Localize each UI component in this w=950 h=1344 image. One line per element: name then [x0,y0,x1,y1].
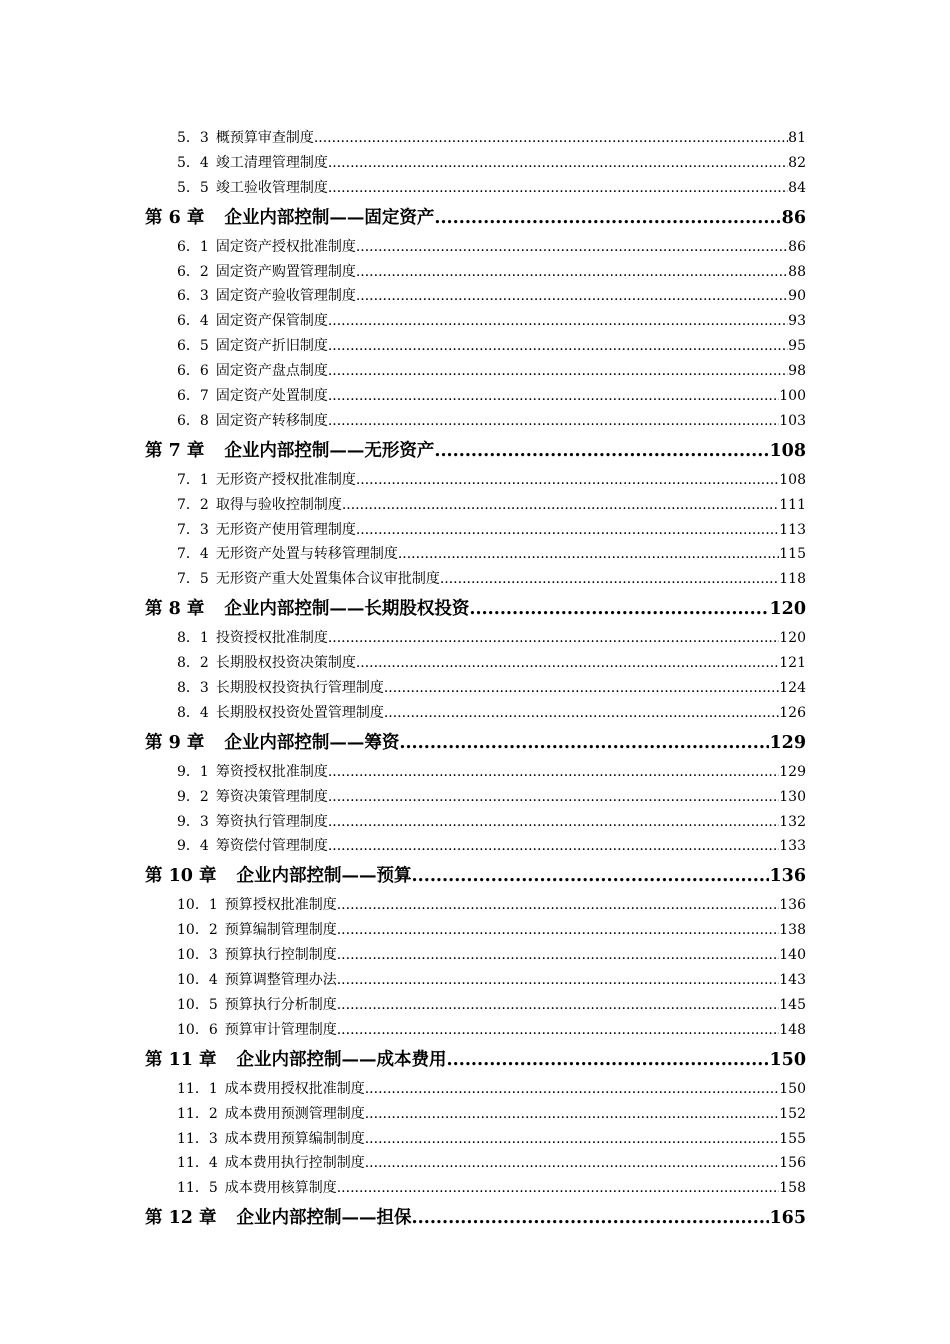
page-number: 103 [779,412,806,429]
page-number: 81 [788,130,806,146]
toc-section-entry[interactable] [145,760,806,785]
dot-leader [328,785,779,810]
toc-section-entry[interactable] [145,810,806,835]
dot-leader [365,1151,780,1176]
toc-section-entry[interactable] [145,1077,806,1102]
dot-leader [328,151,788,176]
page-number: 88 [788,263,806,280]
page-number: 158 [779,1180,806,1197]
dot-leader [356,518,779,543]
page-number: 129 [779,763,806,780]
page-number: 138 [779,922,806,939]
section-title: 筹资偿付管理制度 [215,838,328,855]
section-number: 11．1 [177,1080,218,1097]
section-title: 无形资产处置与转移管理制度 [215,546,398,563]
page-number: 118 [779,571,806,588]
chapter-title: 企业内部控制——筹资 [224,732,400,753]
toc-chapter-entry[interactable] [145,726,806,760]
section-number: 6．4 [177,313,209,330]
section-title: 固定资产保管制度 [215,313,328,330]
dot-leader [384,676,779,701]
dot-leader [412,1201,770,1235]
page-number: 121 [779,655,806,672]
chapter-title: 企业内部控制——无形资产 [224,440,435,461]
section-number: 10．6 [177,1021,218,1038]
toc-chapter-entry[interactable] [145,592,806,626]
section-number: 11．4 [177,1155,218,1172]
section-title: 固定资产盘点制度 [215,363,328,380]
section-number: 6．6 [177,363,209,380]
page-number: 108 [779,471,806,488]
section-title: 预算授权批准制度 [224,897,337,914]
toc-section-entry[interactable] [145,567,806,592]
toc-section-entry[interactable] [145,834,806,859]
section-title: 成本费用核算制度 [224,1180,337,1197]
dot-leader [328,384,779,409]
section-title: 长期股权投资决策制度 [215,655,356,672]
section-number: 10．3 [177,947,218,964]
section-title: 预算编制管理制度 [224,922,337,939]
toc-section-entry[interactable] [145,1176,806,1201]
chapter-number: 第 7 章 [145,440,205,461]
table-of-contents [145,126,806,1235]
chapter-title: 企业内部控制——担保 [236,1208,412,1229]
section-number: 6．3 [177,288,209,305]
page-number: 124 [779,680,806,697]
dot-leader [328,834,779,859]
toc-section-entry[interactable] [145,493,806,518]
section-title: 预算执行控制制度 [224,947,337,964]
section-title: 成本费用预算编制制度 [224,1130,365,1147]
toc-section-entry[interactable] [145,542,806,567]
toc-section-entry[interactable] [145,359,806,384]
section-title: 竣工验收管理制度 [215,179,328,196]
section-title: 概预算审查制度 [215,130,314,146]
page-number: 136 [769,866,806,887]
page-number: 93 [788,313,806,330]
toc-section-entry[interactable] [145,176,806,201]
dot-leader [384,701,779,726]
page-number: 150 [779,1080,806,1097]
page-number: 120 [769,599,806,620]
section-number: 5．4 [177,154,209,171]
page-number: 130 [779,788,806,805]
section-title: 固定资产授权批准制度 [215,238,356,255]
page-number: 156 [779,1155,806,1172]
section-title: 长期股权投资处置管理制度 [215,704,384,721]
toc-section-entry[interactable] [145,235,806,260]
section-title: 固定资产验收管理制度 [215,288,356,305]
section-title: 预算调整管理办法 [224,972,337,989]
section-number: 7．5 [177,571,209,588]
section-number: 11．3 [177,1130,218,1147]
page-number: 115 [779,546,806,563]
page-number: 129 [769,732,806,753]
toc-section-entry[interactable] [145,284,806,309]
section-number: 6．8 [177,412,209,429]
section-number: 8．2 [177,655,209,672]
chapter-title: 企业内部控制——预算 [236,866,412,887]
toc-section-entry[interactable] [145,468,806,493]
dot-leader [328,760,779,785]
section-number: 6．5 [177,338,209,355]
section-number: 7．4 [177,546,209,563]
page-number: 98 [788,363,806,380]
dot-leader [434,434,769,468]
page-number: 100 [779,388,806,405]
toc-section-entry[interactable] [145,1151,806,1176]
section-number: 10．4 [177,972,218,989]
section-title: 预算审计管理制度 [224,1021,337,1038]
toc-chapter-entry[interactable] [145,201,806,235]
section-number: 7．2 [177,496,209,513]
toc-chapter-entry[interactable] [145,1201,806,1235]
toc-section-entry[interactable] [145,518,806,543]
section-title: 固定资产转移制度 [215,412,328,429]
dot-leader [434,201,781,235]
toc-section-entry[interactable] [145,968,806,993]
section-title: 筹资决策管理制度 [215,788,328,805]
section-number: 6．7 [177,388,209,405]
section-number: 10．1 [177,897,218,914]
page-number: 136 [779,897,806,914]
dot-leader [365,1127,780,1152]
dot-leader [328,359,788,384]
dot-leader [440,567,779,592]
section-number: 11．5 [177,1180,218,1197]
section-title: 长期股权投资执行管理制度 [215,680,384,697]
section-title: 筹资执行管理制度 [215,813,328,830]
page-number: 133 [779,838,806,855]
section-number: 6．1 [177,238,209,255]
chapter-title: 企业内部控制——固定资产 [224,207,435,228]
dot-leader [337,943,780,968]
dot-leader [328,626,779,651]
dot-leader [356,284,788,309]
dot-leader [356,468,779,493]
dot-leader [447,1043,770,1077]
section-number: 9．3 [177,813,209,830]
page-number: 108 [769,440,806,461]
dot-leader [356,260,788,285]
page-number: 143 [779,972,806,989]
toc-section-entry[interactable] [145,993,806,1018]
dot-leader [356,651,779,676]
section-number: 6．2 [177,263,209,280]
section-title: 成本费用预测管理制度 [224,1105,365,1122]
page-number: 90 [788,288,806,305]
toc-section-entry[interactable] [145,151,806,176]
dot-leader [469,592,769,626]
section-title: 取得与验收控制制度 [215,496,342,513]
page-number: 150 [769,1049,806,1070]
chapter-number: 第 9 章 [145,732,205,753]
toc-section-entry[interactable] [145,943,806,968]
page-number: 165 [769,1208,806,1229]
page-number: 140 [779,947,806,964]
section-number: 9．2 [177,788,209,805]
dot-leader [342,493,779,518]
toc-chapter-entry[interactable] [145,1043,806,1077]
section-number: 5．3 [177,130,209,146]
section-number: 5．5 [177,179,209,196]
toc-section-entry[interactable] [145,309,806,334]
toc-section-entry[interactable] [145,1018,806,1043]
dot-leader [328,176,788,201]
toc-section-entry[interactable] [145,334,806,359]
dot-leader [337,918,780,943]
section-title: 无形资产授权批准制度 [215,471,356,488]
dot-leader [356,235,788,260]
dot-leader [328,309,788,334]
section-title: 固定资产购置管理制度 [215,263,356,280]
section-title: 固定资产处置制度 [215,388,328,405]
section-title: 无形资产重大处置集体合议审批制度 [215,571,440,588]
dot-leader [398,542,779,567]
chapter-number: 第 6 章 [145,207,205,228]
section-title: 成本费用执行控制制度 [224,1155,365,1172]
toc-section-entry[interactable] [145,126,806,151]
toc-section-entry[interactable] [145,626,806,651]
page-number: 132 [779,813,806,830]
page-number: 120 [779,630,806,647]
page-number: 148 [779,1021,806,1038]
toc-section-entry[interactable] [145,651,806,676]
toc-section-entry[interactable] [145,409,806,434]
chapter-title: 企业内部控制——长期股权投资 [224,599,470,620]
toc-section-entry[interactable] [145,676,806,701]
page-number: 113 [779,521,806,538]
page-number: 95 [788,338,806,355]
chapter-number: 第 12 章 [145,1208,217,1229]
section-title: 投资授权批准制度 [215,630,328,647]
dot-leader [412,859,770,893]
section-number: 9．4 [177,838,209,855]
toc-section-entry[interactable] [145,701,806,726]
page-number: 126 [779,704,806,721]
dot-leader [337,1018,780,1043]
section-number: 8．4 [177,704,209,721]
section-number: 9．1 [177,763,209,780]
dot-leader [314,126,788,151]
toc-section-entry[interactable] [145,918,806,943]
page-number: 152 [779,1105,806,1122]
dot-leader [337,968,780,993]
section-number: 8．1 [177,630,209,647]
chapter-title: 企业内部控制——成本费用 [236,1049,447,1070]
page-number: 84 [788,179,806,196]
toc-section-entry[interactable] [145,1102,806,1127]
toc-section-entry[interactable] [145,260,806,285]
section-title: 筹资授权批准制度 [215,763,328,780]
dot-leader [328,409,779,434]
section-number: 10．5 [177,996,218,1013]
toc-section-entry[interactable] [145,384,806,409]
page-number: 86 [781,207,806,228]
dot-leader [328,810,779,835]
toc-chapter-entry[interactable] [145,859,806,893]
dot-leader [337,1176,780,1201]
chapter-number: 第 11 章 [145,1049,217,1070]
dot-leader [365,1077,780,1102]
section-title: 固定资产折旧制度 [215,338,328,355]
dot-leader [365,1102,780,1127]
section-title: 成本费用授权批准制度 [224,1080,365,1097]
page-number: 86 [788,238,806,255]
section-number: 10．2 [177,922,218,939]
page-number: 82 [788,154,806,171]
dot-leader [399,726,769,760]
section-number: 8．3 [177,680,209,697]
section-title: 无形资产使用管理制度 [215,521,356,538]
section-title: 预算执行分析制度 [224,996,337,1013]
section-number: 7．3 [177,521,209,538]
toc-section-entry[interactable] [145,893,806,918]
page-number: 155 [779,1130,806,1147]
toc-section-entry[interactable] [145,785,806,810]
section-title: 竣工清理管理制度 [215,154,328,171]
dot-leader [337,893,780,918]
dot-leader [328,334,788,359]
section-number: 7．1 [177,471,209,488]
dot-leader [337,993,780,1018]
chapter-number: 第 8 章 [145,599,205,620]
chapter-number: 第 10 章 [145,866,217,887]
toc-chapter-entry[interactable] [145,434,806,468]
page-number: 111 [779,496,806,513]
section-number: 11．2 [177,1105,218,1122]
page-number: 145 [779,996,806,1013]
toc-section-entry[interactable] [145,1127,806,1152]
